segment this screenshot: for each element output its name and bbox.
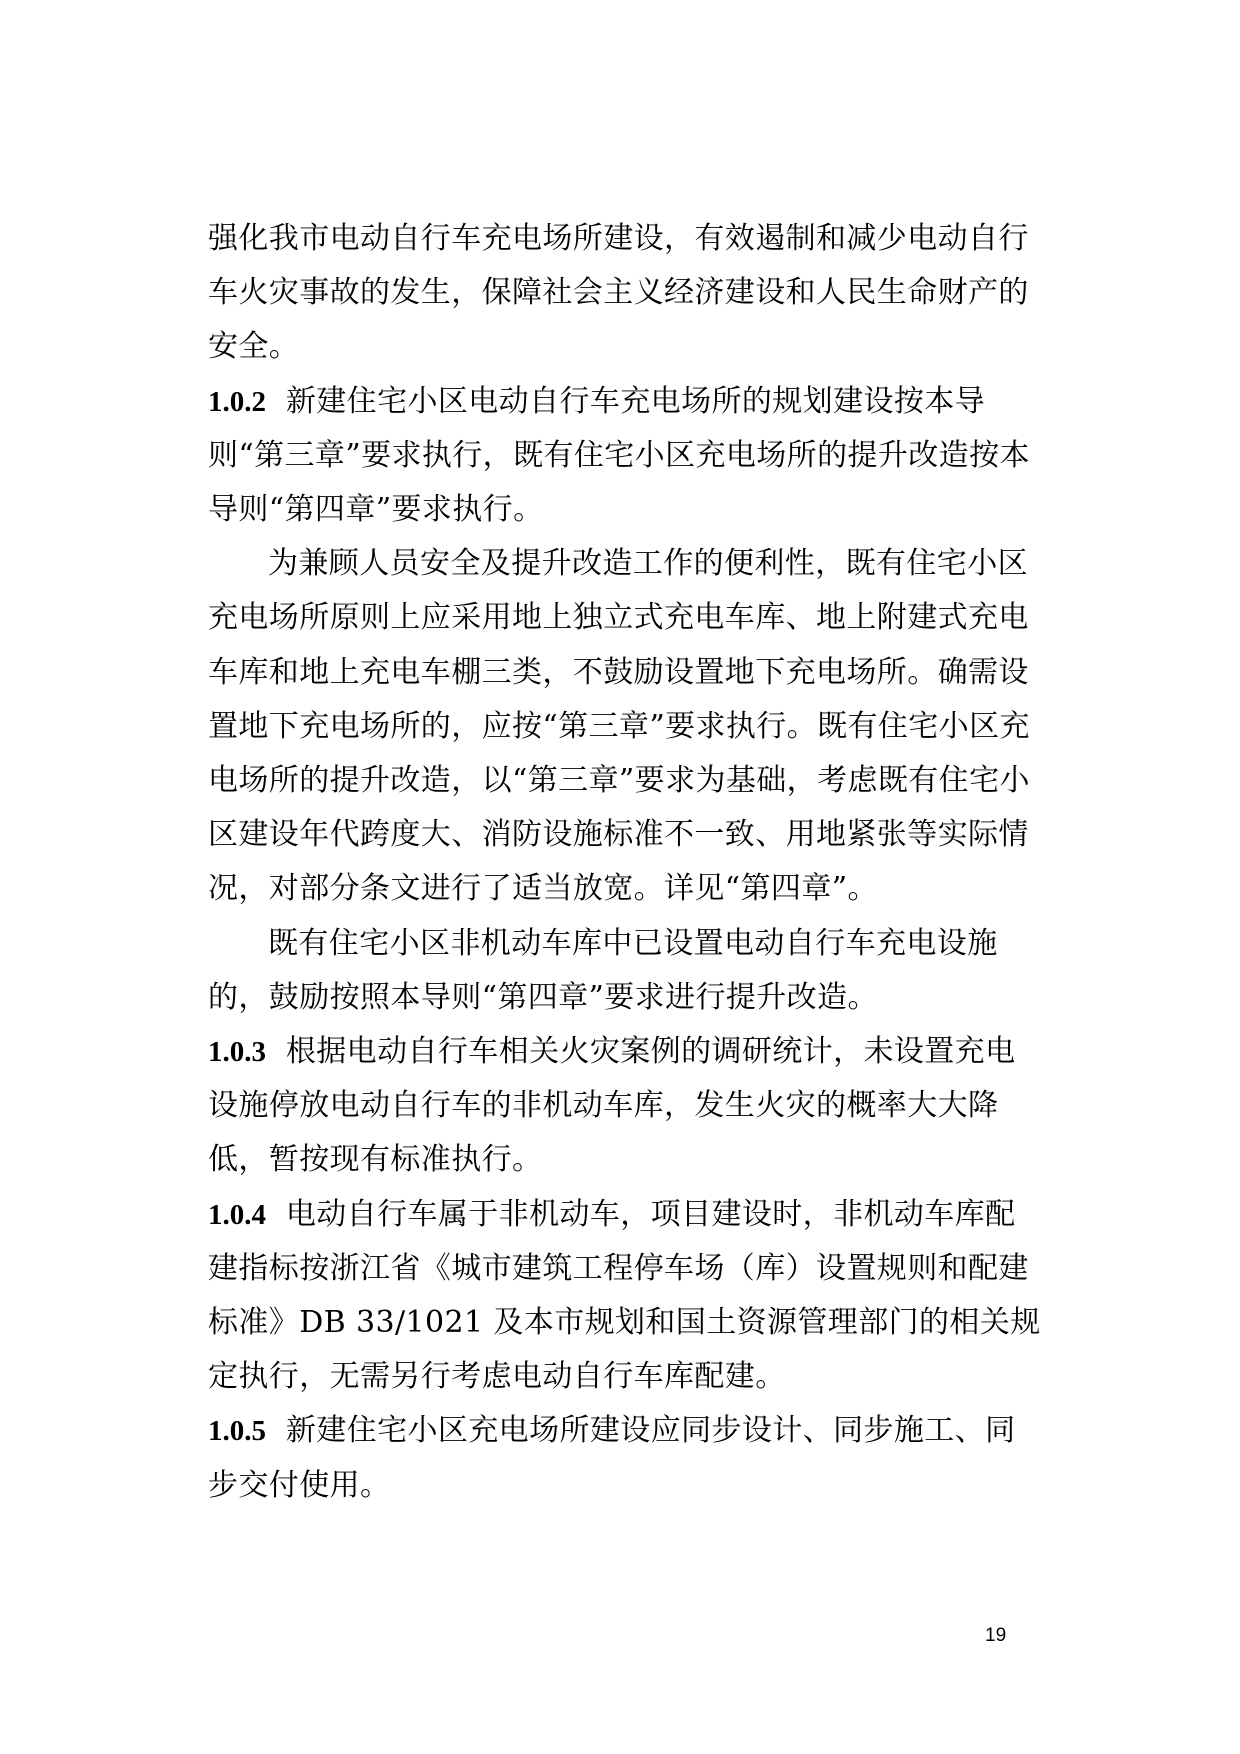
paragraph-text: 强化我市电动自行车充电场所建设，有效遏制和减少电动自行车火灾事故的发生，保障社会主义经济建设和人民生命财产的安全。 [208, 221, 1029, 365]
paragraph-continuation [208, 212, 1043, 375]
clause-text: 新建住宅小区充电场所建设应同步设计、同步施工、同步交付使用。 [208, 1413, 1016, 1503]
clause-1-0-5 [208, 1404, 1043, 1512]
clause-text: 电动自行车属于非机动车，项目建设时，非机动车库配建指标按浙江省《城市建筑工程停车场（库）设置规则和配建标准》DB 33/1021 及本市规划和国土资源管理部门的相关规定执行，无需另行考虑电动自行车库配建。 [208, 1196, 1041, 1395]
clause-number: 1.0.2 [208, 385, 266, 418]
paragraph-text: 既有住宅小区非机动车库中已设置电动自行车充电设施的，鼓励按照本导则“第四章”要求进行提升改造。 [208, 925, 998, 1015]
clause-number: 1.0.3 [208, 1036, 266, 1069]
clause-1-0-2 [208, 375, 1043, 538]
clause-number: 1.0.5 [208, 1415, 266, 1448]
clause-number: 1.0.4 [208, 1198, 266, 1231]
page-number: 19 [985, 1625, 1007, 1646]
clause-text: 根据电动自行车相关火灾案例的调研统计，未设置充电设施停放电动自行车的非机动车库，发生火灾的概率大大降低，暂按现有标准执行。 [208, 1034, 1016, 1178]
clause-1-0-3 [208, 1025, 1043, 1188]
paragraph-existing-sites [208, 537, 1043, 916]
clause-text: 新建住宅小区电动自行车充电场所的规划建设按本导则“第三章”要求执行，既有住宅小区充电场所的提升改造按本导则“第四章”要求执行。 [208, 383, 1030, 528]
paragraph-text: 为兼顾人员安全及提升改造工作的便利性，既有住宅小区充电场所原则上应采用地上独立式充电车库、地上附建式充电车库和地上充电车棚三类，不鼓励设置地下充电场所。确需设置地下充电场所的，应按“第三章”要求执行。既有住宅小区充电场所的提升改造，以“第三章”要求为基础，考虑既有住宅小区建设年代跨度大、消防设施标准不一致、用地紧张等实际情况，对部分条文进行了适当放宽。详见“第四章”。 [208, 546, 1030, 907]
clause-1-0-4 [208, 1188, 1043, 1405]
body-text [208, 212, 1043, 1513]
paragraph-existing-garages [208, 917, 1043, 1025]
